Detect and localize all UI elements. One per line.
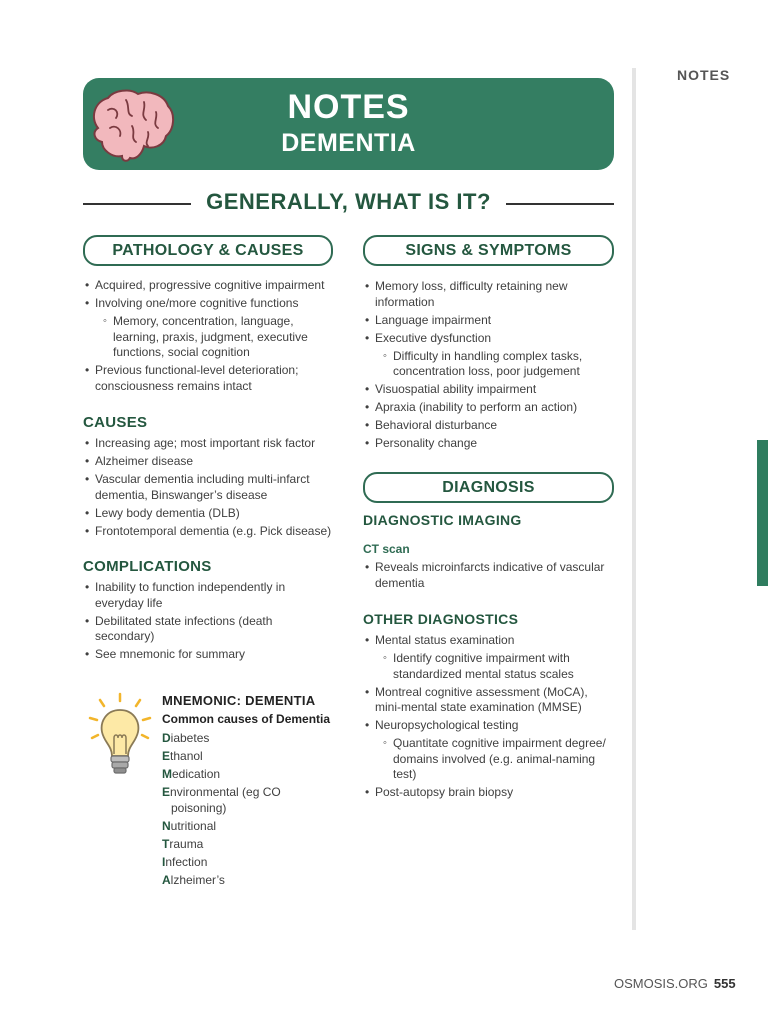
banner-title: NOTES xyxy=(287,88,410,126)
footer-site: OSMOSIS.ORG xyxy=(614,976,708,991)
list-item: • Debilitated state infections (death secondary) xyxy=(85,614,305,645)
signs-list xyxy=(365,279,610,454)
side-tab-marker xyxy=(757,440,768,586)
list-item: • Involving one/more cognitive functions xyxy=(85,296,340,312)
sub-list-item: ◦ Difficulty in handling complex tasks, concentration loss, poor judgement xyxy=(365,349,610,380)
mnemonic-item: Medication xyxy=(162,767,221,782)
page-number: 555 xyxy=(713,976,736,991)
list-item: • Personality change xyxy=(365,436,610,452)
mnemonic-item: Environmental (eg CO xyxy=(162,785,281,800)
list-item: • Increasing age; most important risk factor xyxy=(85,436,340,452)
list-item: • Apraxia (inability to perform an action) xyxy=(365,400,610,416)
footer xyxy=(614,976,736,991)
diagnosis-header: DIAGNOSIS xyxy=(363,472,614,503)
sub-list-item: ◦ Quantitate cognitive impairment degree/ domains involved (e.g. animal-naming test) xyxy=(365,736,617,783)
section-header xyxy=(83,185,614,221)
complications-header: COMPLICATIONS xyxy=(83,558,212,575)
list-item: • Language impairment xyxy=(365,313,610,329)
other-diagnostics-list xyxy=(365,633,617,803)
mnemonic-item: Infection xyxy=(162,855,208,870)
list-item: • Frontotemporal dementia (e.g. Pick disease) xyxy=(85,524,340,540)
diagnostic-imaging-header: DIAGNOSTIC IMAGING xyxy=(363,512,522,528)
list-item: • See mnemonic for summary xyxy=(85,647,305,663)
mnemonic-list xyxy=(162,731,281,891)
complications-list xyxy=(85,580,305,665)
list-item: • Neuropsychological testing xyxy=(365,718,617,734)
list-item: • Reveals microinfarcts indicative of vascular dementia xyxy=(365,560,615,591)
banner-subtitle: DEMENTIA xyxy=(281,129,416,157)
list-item: • Visuospatial ability impairment xyxy=(365,382,610,398)
list-item: • Post-autopsy brain biopsy xyxy=(365,785,617,801)
mnemonic-item: Alzheimer’s xyxy=(162,873,225,888)
list-item: • Previous functional-level deterioration; consciousness remains intact xyxy=(85,363,340,394)
list-item: • Memory loss, difficulty retaining new information xyxy=(365,279,610,310)
section-title: GENERALLY, WHAT IS IT? xyxy=(206,189,491,214)
ct-list xyxy=(365,560,615,594)
list-item: • Alzheimer disease xyxy=(85,454,340,470)
column-divider xyxy=(632,68,636,930)
list-item: • Lewy body dementia (DLB) xyxy=(85,506,340,522)
mnemonic-item: Diabetes xyxy=(162,731,210,745)
list-item: • Behavioral disturbance xyxy=(365,418,610,434)
list-item: • Acquired, progressive cognitive impairment xyxy=(85,278,340,294)
pathology-list xyxy=(85,278,340,397)
mnemonic-subtitle: Common causes of Dementia xyxy=(162,712,331,726)
sub-list-item: ◦ Memory, concentration, language, learning, praxis, judgment, executive functions, social cognition xyxy=(85,314,340,361)
ct-scan-label: CT scan xyxy=(363,542,410,556)
list-item: • Inability to function independently in everyday life xyxy=(85,580,305,611)
mnemonic-title: MNEMONIC: DEMENTIA xyxy=(162,693,316,708)
other-diagnostics-header: OTHER DIAGNOSTICS xyxy=(363,611,519,627)
signs-symptoms-header: SIGNS & SYMPTOMS xyxy=(363,235,614,266)
list-item: • Executive dysfunction xyxy=(365,331,610,347)
mnemonic-item: Trauma xyxy=(162,836,204,851)
pathology-causes-header: PATHOLOGY & CAUSES xyxy=(83,235,333,266)
list-item: • Mental status examination xyxy=(365,633,617,649)
list-item: • Vascular dementia including multi-infarct dementia, Binswanger’s disease xyxy=(85,472,340,503)
lightbulb-icon xyxy=(86,692,154,784)
sub-list-item: ◦ Identify cognitive impairment with standardized mental status scales xyxy=(365,651,617,682)
causes-header: CAUSES xyxy=(83,414,148,431)
mnemonic-item: Ethanol xyxy=(162,749,203,764)
section-rule-right xyxy=(506,203,614,205)
side-notes-label: NOTES xyxy=(677,67,731,83)
causes-list xyxy=(85,436,340,542)
brain-icon xyxy=(86,88,176,164)
mnemonic-item: Nutritional xyxy=(162,818,217,833)
mnemonic-item-continuation: poisoning) xyxy=(171,800,227,815)
list-item: • Montreal cognitive assessment (MoCA), mini-mental state examination (MMSE) xyxy=(365,685,617,716)
